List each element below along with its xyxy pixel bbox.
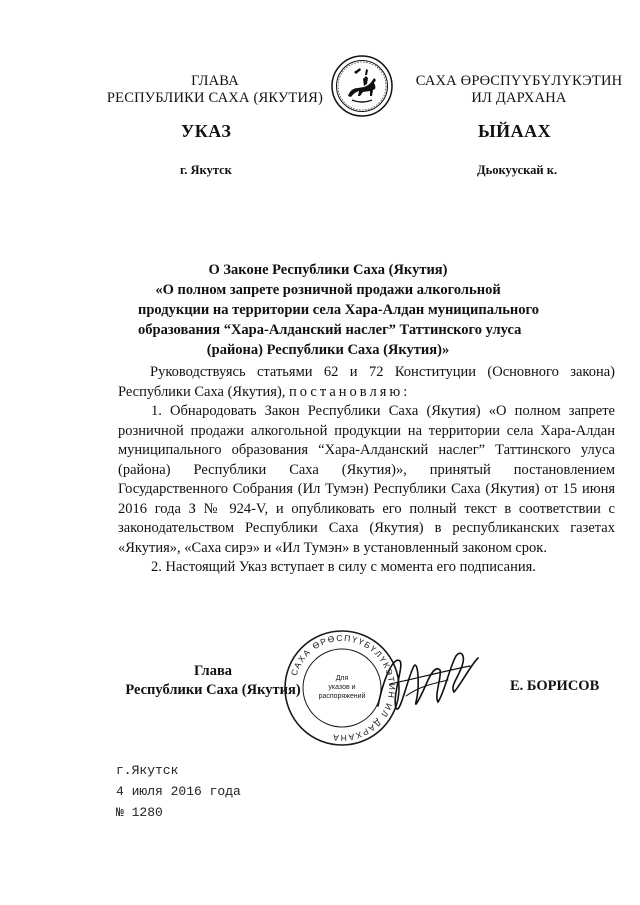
footer-city: г.Якутск <box>116 763 179 778</box>
header-right <box>398 73 640 107</box>
title-line: (района) Республики Саха (Якутия)» <box>206 342 450 358</box>
seal-center-line2: указов и <box>328 684 356 691</box>
signatory-name: Е. БОРИСОВ <box>510 678 600 694</box>
footer-date: 4 июля 2016 года <box>116 784 241 799</box>
city-russian: г. Якутск <box>180 163 232 177</box>
header-left <box>100 73 330 107</box>
preamble-text: Руководствуясь статьями 62 и 72 Конституции (Основного закона) Республики Саха (Якутия), <box>118 364 615 400</box>
doc-type-russian: УКАЗ <box>181 121 232 141</box>
seal-ring-text: САХА ӨРӨСПҮҮБҮЛҮКЭТИН ИЛ ДАРХАНА <box>288 632 398 744</box>
title-line: «О полном запрете розничной продажи алкогольной <box>155 282 501 298</box>
seal-center-line3: распоряжений <box>318 693 366 700</box>
decree-title <box>138 260 539 360</box>
header-right-line1: САХА ӨРӨСПҮҮБҮЛҮКЭТИН <box>415 73 623 89</box>
item-2: 2. Настоящий Указ вступает в силу с момента его подписания. <box>151 559 536 575</box>
header-left-line1: ГЛАВА <box>191 73 239 89</box>
item-1: 1. Обнародовать Закон Республики Саха (Якутия) «О полном запрете розничной продажи алкогольной продукции на территории села Хара-Алдан муниципального образования “Хара-Алданский наслег” Таттинского улуса (района) Республики Саха (Якутия)», принятый постановлением Государственного Собрания (Ил Тумэн) Республики Саха (Якутия) от 15 июня 2016 года З № 924-V, и опубликовать его полный текст в соответствии с законодательством Республики Саха (Якутия) в республиканских газетах «Якутия», «Саха сирэ» и «Ил Тумэн» в установленный законом срок. <box>118 403 615 556</box>
decree-footer <box>116 760 241 823</box>
preamble <box>118 363 615 402</box>
coat-of-arms-icon <box>330 54 394 118</box>
title-line: продукции на территории села Хара-Алдан муниципального <box>138 302 539 318</box>
title-line: О Законе Республики Саха (Якутия) <box>208 262 448 278</box>
city-yakut: Дьокуускай к. <box>477 163 558 177</box>
signatory-title-line2: Республики Саха (Якутия) <box>125 682 301 698</box>
signatory-title <box>118 662 308 700</box>
seal-center-line1: Для <box>335 675 349 682</box>
handwritten-signature <box>370 636 490 731</box>
doc-type-yakut: ЫЙААХ <box>478 121 552 141</box>
signatory-title-line1: Глава <box>193 663 233 679</box>
header-left-line2: РЕСПУБЛИКИ САХА (ЯКУТИЯ) <box>106 90 324 106</box>
resolve-word: постановляю: <box>289 383 411 400</box>
title-line: образования “Хара-Алданский наслег” Таттинского улуса <box>138 322 522 338</box>
header-right-line2: ИЛ ДАРХАНА <box>471 90 567 106</box>
decree-body <box>118 363 615 578</box>
footer-number: № 1280 <box>116 805 163 820</box>
